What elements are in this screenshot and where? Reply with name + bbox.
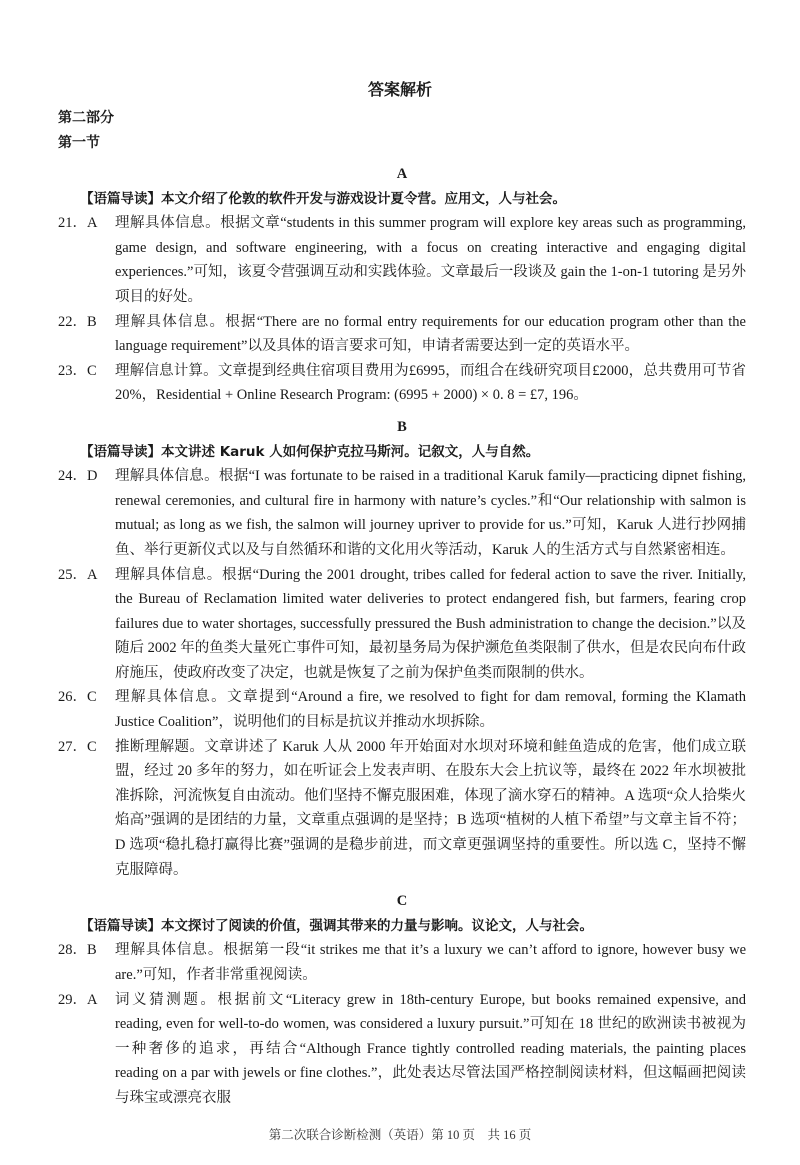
answer-item <box>58 685 746 734</box>
answer-explanation: 理解具体信息。文章提到“Around a fire, we resolved to fight for dam removal, forming the Klamath Justice Coalition”，说明他们的目标是抗议并推动水坝拆除。 <box>115 689 746 731</box>
answer-item <box>58 563 746 686</box>
answer-explanation: 理解信息计算。文章提到经典住宿项目费用为£6995，而组合在线研究项目£2000，总共费用可节省 20%，Residential + Online Research Program: (6995 + 2000) × 0. 8 = £7, 196。 <box>115 362 746 404</box>
answer-explanation: 推断理解题。文章讲述了 Karuk 人从 2000 年开始面对水坝对环境和鲑鱼造成的危害，他们成立联盟，经过 20 多年的努力，如在听证会上发表声明、在股东大会上抗议等，最终在 2022 年水坝被批准拆除，河流恢复自由流动。他们坚持不懈克服困难，体现了滴水穿石的精神。A 选项“众人拾柴火焰高”强调的是团结的力量，文章重点强调的是坚持；B 选项“植树的人植下希望”与文章主旨不符；D 选项“稳扎稳打赢得比赛”强调的是稳步前进，而文章更强调坚持的重要性。所以选 C，坚持不懈克服障碍。 <box>115 738 746 878</box>
answer-explanation: 理解具体信息。根据“I was fortunate to be raised in a traditional Karuk family—practicing dipnet fishing, renewal ceremonies, and cultural fire in harmony with nature’s cycles.”和“Our relationship with salmon is mutual; as long as we fish, the salmon will journey upriver to provide for us.”可知，Karuk 人进行抄网捕鱼、举行更新仪式以及与自然循环和谐的文化用火等活动，Karuk 人的生活方式与自然紧密相连。 <box>115 468 746 558</box>
answer-item <box>58 464 746 562</box>
answer-label: 29．A <box>58 991 98 1008</box>
answer-explanation: 理解具体信息。根据“There are no formal entry requirements for our education program other than the language requirement”以及具体的语言要求可知，申请者需要达到一定的英语水平。 <box>115 313 746 355</box>
answer-label: 26．C <box>58 689 97 706</box>
answer-explanation: 理解具体信息。根据“During the 2001 drought, tribes called for federal action to save the river. Initially, the Bureau of Reclamation limited water deliveries to protect endangered fish, but farmers, fearing crop failures due to water shortages, successfully pressured the Bush administration to change the decision.”以及随后 2002 年的鱼类大量死亡事件可知，最初垦务局为保护濒危鱼类限制了供水，但是农民向布什政府施压，使政府改变了决定，也就是恢复了之前为保护鱼类而限制的供水。 <box>115 566 746 681</box>
page-footer: 第二次联合诊断检测（英语）第 10 页 共 16 页 <box>268 1127 532 1142</box>
passage-intro: 【语篇导读】本文探讨了阅读的价值，强调其带来的力量与影响。议论文，人与社会。 <box>80 917 593 934</box>
passage-letter: A <box>396 166 408 182</box>
passage-letter: B <box>397 418 407 435</box>
answer-label: 27．C <box>58 738 97 755</box>
answer-explanation: 理解具体信息。根据第一段“it strikes me that it’s a luxury we can’t afford to ignore, however busy we are.”可知，作者非常重视阅读。 <box>115 942 746 983</box>
answer-label: 24．D <box>58 468 98 485</box>
passage-intro: 【语篇导读】本文讲述 Karuk 人如何保护克拉马斯河。记叙文，人与自然。 <box>80 443 540 460</box>
passage-a <box>58 162 746 408</box>
answer-content <box>58 162 746 1111</box>
answer-label: 22．B <box>58 313 97 330</box>
page-title: 答案解析 <box>367 80 432 99</box>
answer-explanation: 词义猜测题。根据前文“Literacy grew in 18th-century Europe, but books remained expensive, and reading, even for well-to-do women, was considered a luxury pursuit.”可知在 18 世纪的欧洲读书被视为一种奢侈的追求，再结合“Although France tightly controlled reading materials, the painting places reading on a par with jewels or fine clothes.”，此处表达尽管法国严格控制阅读材料，但这幅画把阅读与珠宝或漂亮衣服 <box>115 991 746 1106</box>
answer-item <box>58 938 746 987</box>
answer-item <box>58 359 746 408</box>
answer-item <box>58 735 746 883</box>
answer-label: 25．A <box>58 566 98 583</box>
answer-label: 28．B <box>58 942 97 959</box>
passage-intro: 【语篇导读】本文介绍了伦敦的软件开发与游戏设计夏令营。应用文，人与社会。 <box>80 190 566 207</box>
answer-item <box>58 211 746 309</box>
answer-item <box>58 310 746 359</box>
answer-label: 23．C <box>58 362 97 379</box>
part-heading: 第二部分 <box>58 110 114 126</box>
answer-explanation: 理解具体信息。根据文章“students in this summer program will explore key areas such as programming, game design, and software engineering, with a focus on creating interactive and engaging digital experiences.”可知，该夏令营强调互动和实践体验。文章最后一段谈及 gain the 1-on-1 tutoring 是另外项目的好处。 <box>115 215 746 305</box>
passage-letter: C <box>396 893 408 910</box>
passage-c <box>58 889 746 1110</box>
answer-label: 21．A <box>58 215 98 232</box>
answer-item <box>58 988 746 1111</box>
section-heading: 第一节 <box>58 135 100 151</box>
passage-b <box>58 415 746 882</box>
